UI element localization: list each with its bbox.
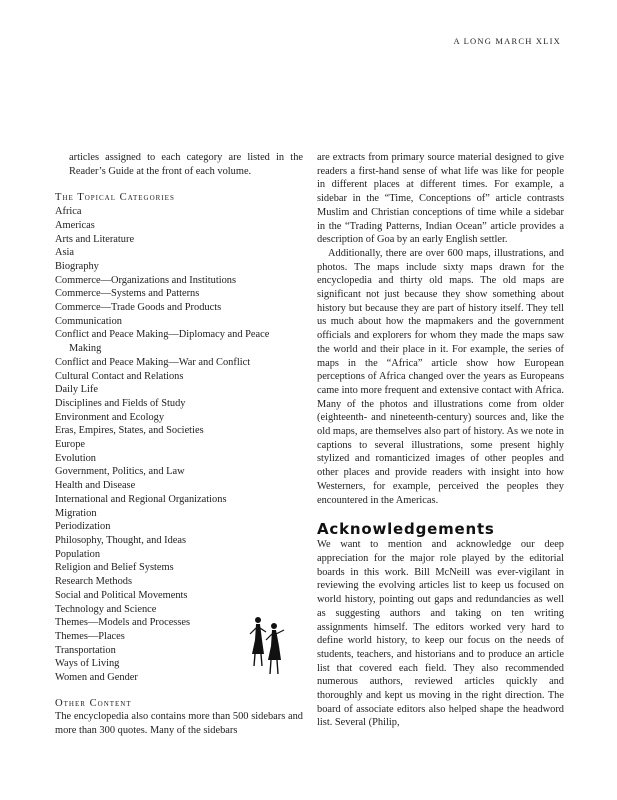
category-item: International and Regional Organizations [55,493,227,505]
category-item: Commerce—Systems and Patterns [55,288,200,300]
right-column [317,151,564,730]
category-item: Environment and Ecology [55,411,165,423]
category-item: Periodization [55,521,111,533]
category-item: Asia [55,247,75,259]
acknowledgements-heading: Acknowledgements [317,520,495,539]
category-item: Conflict and Peace Making—War and Conflict [55,356,251,368]
running-head: A LONG MARCH XLIX [453,36,561,46]
category-item: Themes—Models and Processes [55,617,191,629]
category-item: Research Methods [55,576,133,588]
category-item: Ways of Living [55,658,120,670]
category-item: Social and Political Movements [55,589,188,601]
figure-body-icon [252,624,264,654]
category-item: Technology and Science [55,603,157,615]
maps-paragraph: Additionally, there are over 600 maps, illustrations, and photos. The maps include sixty maps drawn for the encyclopedia and thirty old maps. The old maps are significant not just because they show something about history but because they are part of history itself. They tell us much about how the mapmakers and the government officials and explorers for whom they made the maps saw the world and their place in it. For example, the series of maps in the “Africa” article show how European perceptions of Africa changed over the years as Europeans came into more frequent and extensive contact with Africa. Many of the photos and illustrations come from older (eighteenth- and nineteenth-century) sources and, like the old maps, are themselves also part of history. As we note in captions to several illustrations, some present highly stylized and romanticized images of other peoples and other places and provide readers with insight into how Westerners, for example, perceived the peoples they encountered in the Americas. [317,247,564,506]
category-item: Americas [55,219,95,231]
category-item: Communication [55,315,122,327]
category-item: Evolution [55,452,96,464]
category-item: Health and Disease [55,480,136,492]
category-item: Women and Gender [55,672,138,684]
category-item: Commerce—Trade Goods and Products [55,302,222,314]
sidebars-paragraph: are extracts from primary source material designed to give readers a first-hand sense of what life was like for people in different places at different times. For example, a sidebar in the “Time, Conceptions of” article contrasts Muslim and Christian conceptions of time while a sidebar in the “Trading Patterns, Indian Ocean” article provides a description of Goa by an early English settler. [317,152,564,246]
category-item: Arts and Literature [55,233,135,245]
category-item: Disciplines and Fields of Study [55,397,186,409]
figures-illustration [246,610,288,680]
category-item: Eras, Empires, States, and Societies [55,425,204,437]
categories-heading: The Topical Categories [55,192,175,204]
category-item: Migration [55,507,97,519]
category-item: Daily Life [55,384,98,396]
figure-head-icon [255,617,261,623]
category-item: Conflict and Peace Making—Diplomacy and Peace Making [55,329,270,355]
category-item: Commerce—Organizations and Institutions [55,274,237,286]
category-item: Cultural Contact and Relations [55,370,184,382]
category-item: Transportation [55,644,116,656]
intro-paragraph: articles assigned to each category are listed in the Reader’s Guide at the front of each volume. [69,152,303,177]
acknowledgements-paragraph: We want to mention and acknowledge our deep appreciation for the major role played by the editorial boards in this work. Bill McNeill was ever-vigilant in reviewing the evolving articles list to keep us focused on world history, pointing out gaps and redundancies as well as suggesting authors and taking on ten writing assignments himself. The editors worked very hard to define world history, to keep our focus on the needs of students, teachers, and historians and to produce an article list that covered each field. They also recommended numerous authors, reviewed articles quickly and thoroughly and kept us moving in the right direction. The board of associate editors also helped shape the headword list. Several (Philip, [317,539,564,729]
category-item: Philosophy, Thought, and Ideas [55,534,187,546]
category-item: Themes—Places [55,630,125,642]
other-content-paragraph: The encyclopedia also contains more than 500 sidebars and more than 300 quotes. Many of the sidebars [55,711,303,737]
figure-head-icon [271,623,277,629]
other-content-heading: Other Content [55,697,132,709]
category-item: Religion and Belief Systems [55,562,174,574]
category-item: Government, Politics, and Law [55,466,185,478]
category-item: Biography [55,260,99,272]
figure-body-icon [268,630,281,660]
category-item: Population [55,548,101,560]
category-item: Europe [55,439,86,451]
category-item: Africa [55,206,82,218]
